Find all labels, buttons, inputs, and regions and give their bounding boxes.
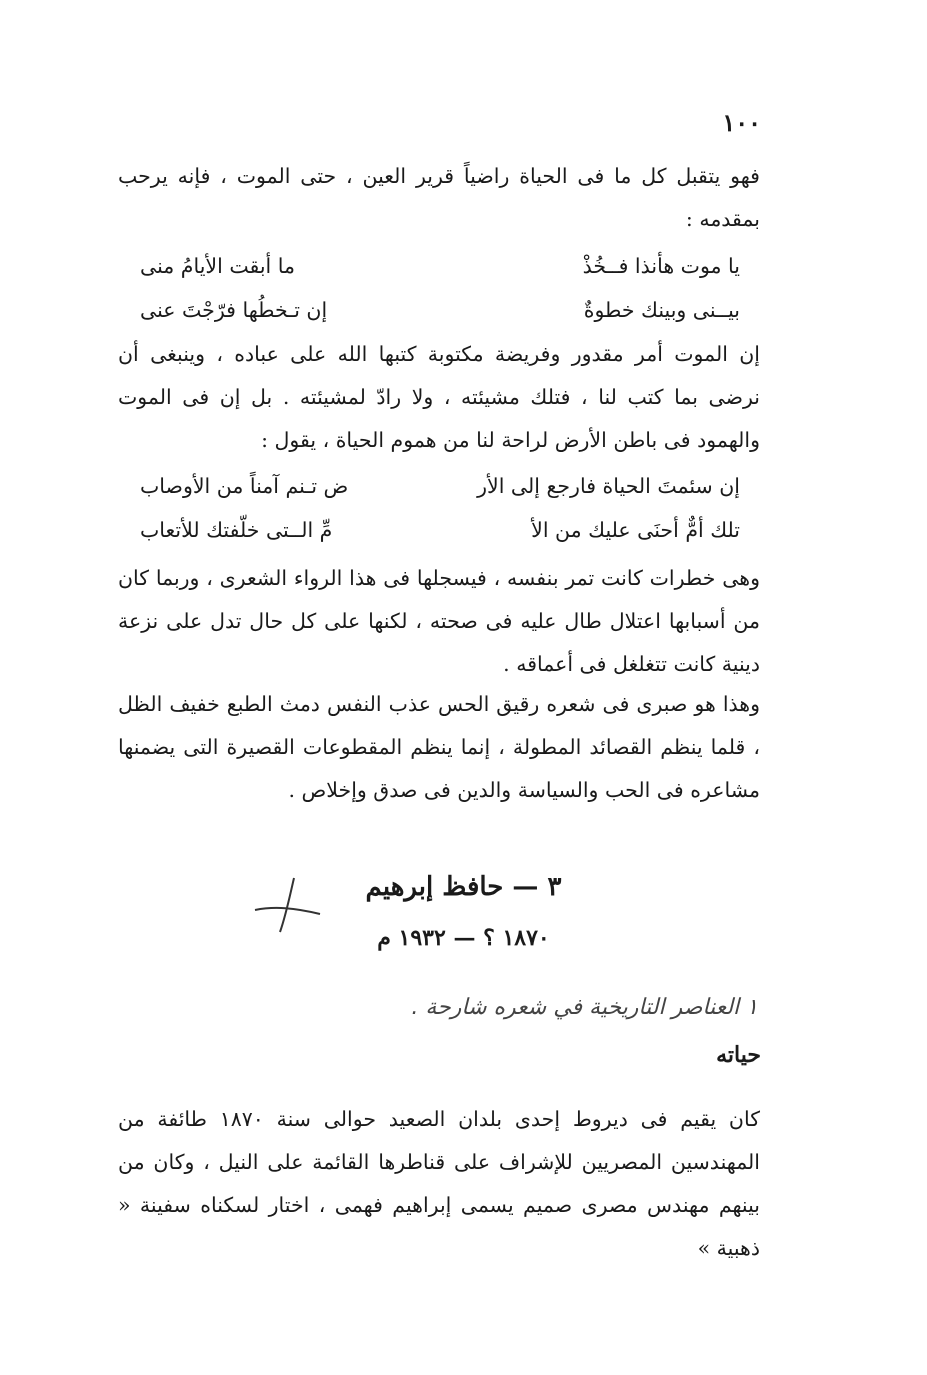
handwritten-note: ١ العناصر التاريخية في شعره شارحة . bbox=[411, 995, 758, 1020]
verse-hemistich-right: يا موت هأنذا فــخُذْ bbox=[582, 254, 740, 278]
handwritten-mark-icon bbox=[250, 870, 330, 940]
verse-hemistich-left: إن تـخطُها فرّجْتَ عنى bbox=[140, 298, 328, 322]
paragraph-5: كان يقيم فى ديروط إحدى بلدان الصعيد حوالى سنة ١٨٧٠ طائفة من المهندسين المصريين للإشراف على قناطرها القائمة على النيل ، وكان من بينهم مهندس مصرى صميم يسمى إبراهيم فهمى ، اختار لسكناه سفينة « ذهبية » bbox=[118, 1107, 760, 1260]
section-title: ٣ — حافظ إبرهيم bbox=[365, 872, 562, 902]
page-number: ١٠٠ bbox=[722, 108, 761, 137]
verse-hemistich-left: ض تـنم آمناً من الأوصاب bbox=[140, 474, 349, 498]
verse-line bbox=[140, 464, 740, 508]
verse-line bbox=[140, 288, 740, 332]
paragraph-4: وهذا هو صبرى فى شعره رقيق الحس عذب النفس دمث الطبع خفيف الظل ، قلما ينظم القصائد المطولة ، إنما ينظم المقطوعات القصيرة التى يضمنها مشاعره فى الحب والسياسة والدين فى صدق وإخلاص . bbox=[118, 692, 760, 802]
paragraph-3: وهى خطرات كانت تمر بنفسه ، فيسجلها فى هذا الرواء الشعرى ، وربما كان من أسبابها اعتلال طال عليه فى صحته ، لكنها على كل حال تدل على نزعة دينية كانت تتغلغل فى أعماقه . bbox=[118, 566, 760, 676]
verse-hemistich-left: ما أبقت الأيامُ منى bbox=[140, 254, 295, 278]
verse-line bbox=[140, 244, 740, 288]
verse-block-1 bbox=[140, 244, 740, 332]
verse-hemistich-right: إن سئمتَ الحياة فارجع إلى الأر bbox=[477, 474, 740, 498]
paragraph-2: إن الموت أمر مقدور وفريضة مكتوبة كتبها الله على عباده ، وينبغى أن نرضى بما كتب لنا ، فتلك مشيئته ، ولا رادّ لمشيئته . بل إن فى الموت والهمود فى باطن الأرض لراحة لنا من هموم الحياة ، يقول : bbox=[118, 342, 760, 452]
verse-line bbox=[140, 508, 740, 552]
verse-block-2 bbox=[140, 464, 740, 552]
subheading-life: حياته bbox=[716, 1042, 761, 1068]
verse-hemistich-right: بيــنى وبينك خطوةٌ bbox=[583, 298, 740, 322]
paragraph-1: فهو يتقبل كل ما فى الحياة راضياً قرير العين ، حتى الموت ، فإنه يرحب بمقدمه : bbox=[118, 164, 760, 231]
section-dates: ١٨٧٠ ؟ — ١٩٣٢ م bbox=[377, 925, 550, 951]
verse-hemistich-left: مِّ الــتى خلّفتك للأتعاب bbox=[140, 518, 333, 542]
verse-hemistich-right: تلك أمٌّ أحنَى عليك من الأ bbox=[531, 518, 740, 542]
